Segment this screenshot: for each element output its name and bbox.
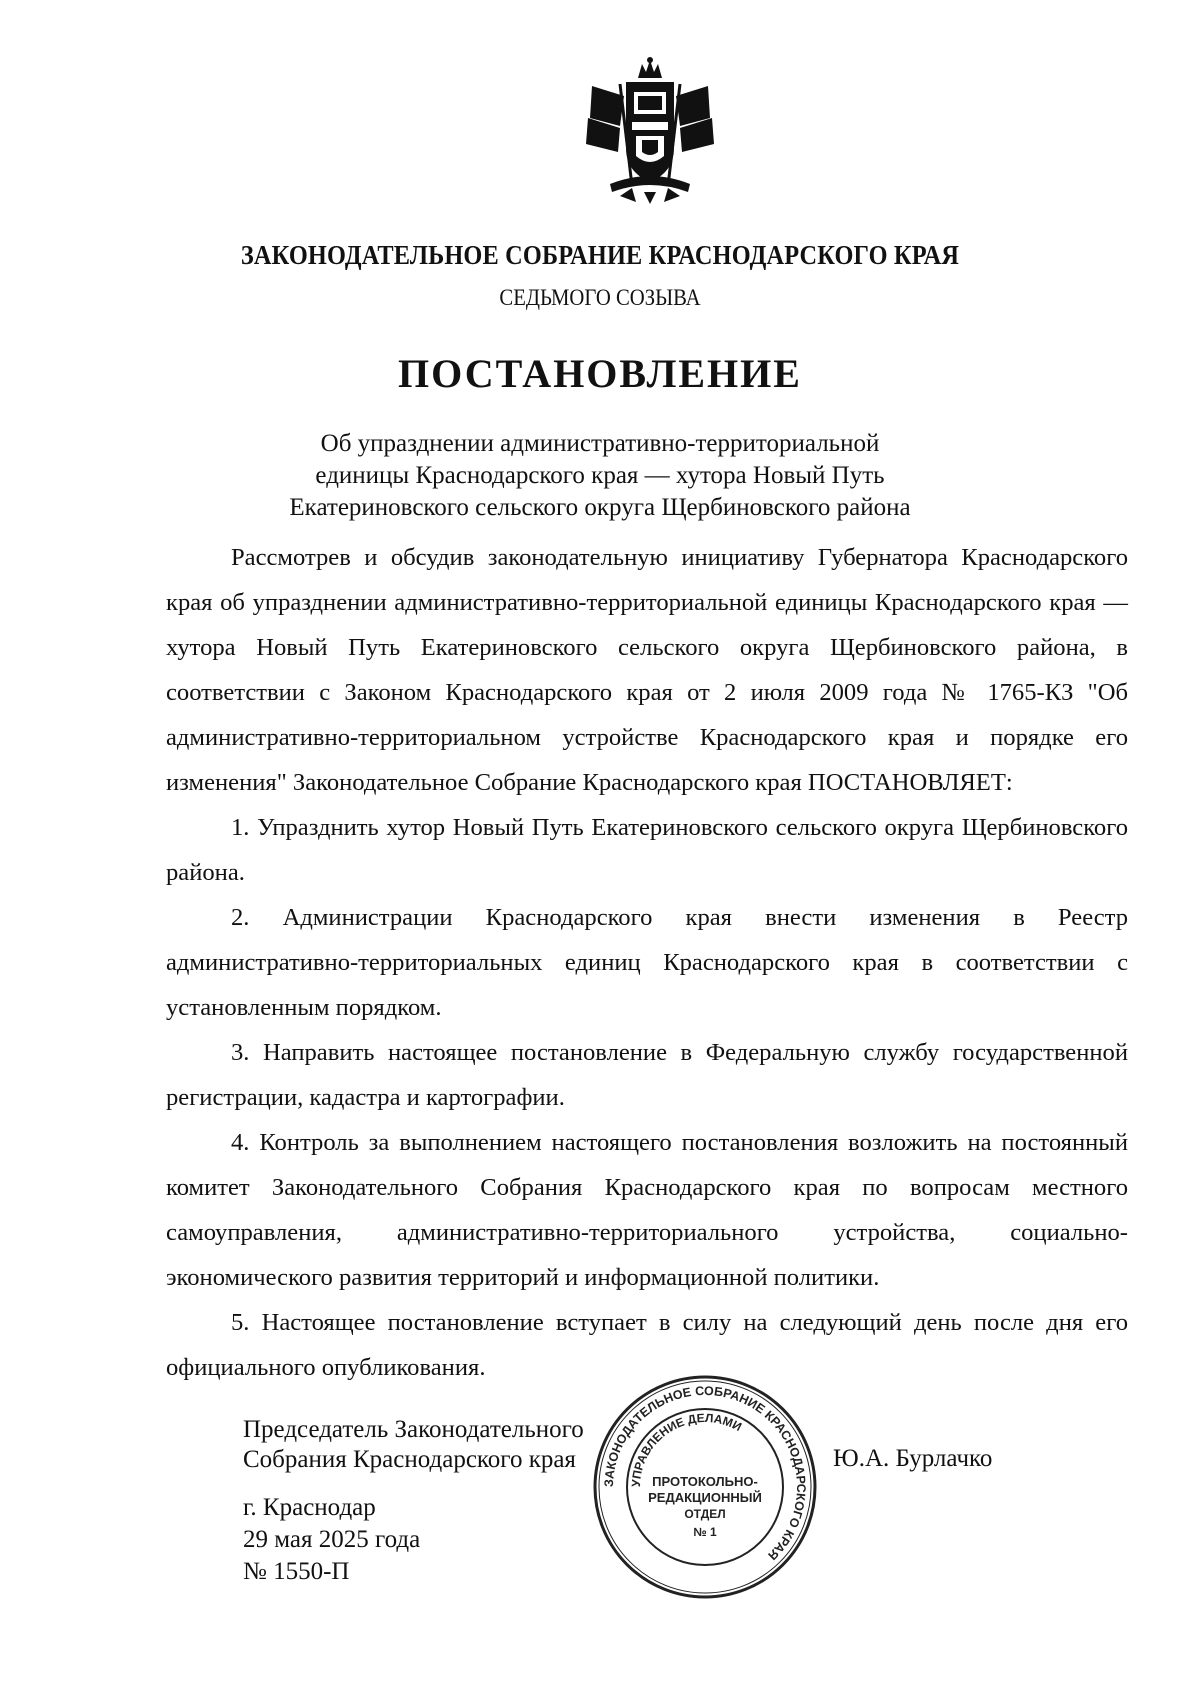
signatory-position — [243, 1415, 584, 1475]
document-body — [166, 535, 1128, 1390]
document-number: № 1550-П — [243, 1558, 350, 1585]
resolution-item: 4. Контроль за выполнением настоящего постановления возложить на постоянный комитет Законодательного Собрания Краснодарского края по вопросам местного самоуправления, административно-территориального устройства, социально-экономического развития территорий и информационной политики. — [166, 1129, 1128, 1291]
stamp-ring-text: ЗАКОНОДАТЕЛЬНОЕ СОБРАНИЕ КРАСНОДАРСКОГО КРАЯ — [601, 1383, 809, 1563]
subject-line: единицы Краснодарского края — хутора Новый Путь — [315, 462, 885, 489]
signatory-name: Ю.А. Бурлачко — [833, 1445, 993, 1472]
subject-line: Екатериновского сельского округа Щербиновского района — [289, 494, 911, 521]
resolution-item: 1. Упразднить хутор Новый Путь Екатериновского сельского округа Щербиновского района. — [166, 814, 1128, 886]
document-type-title: ПОСТАНОВЛЕНИЕ — [398, 351, 802, 396]
organization-name: ЗАКОНОДАТЕЛЬНОЕ СОБРАНИЕ КРАСНОДАРСКОГО КРАЯ — [240, 240, 960, 270]
date: 29 мая 2025 года — [243, 1526, 421, 1553]
document-subject — [0, 428, 1200, 524]
position-line: Собрания Краснодарского края — [243, 1446, 576, 1473]
city: г. Краснодар — [243, 1494, 376, 1521]
convocation-label: СЕДЬМОГО СОЗЫВА — [499, 285, 701, 310]
stamp-center-line: РЕДАКЦИОННЫЙ — [648, 1490, 762, 1505]
resolution-item: 3. Направить настоящее постановление в Федеральную службу государственной регистрации, кадастра и картографии. — [166, 1039, 1128, 1111]
stamp-center-line: № 1 — [693, 1525, 717, 1539]
stamp-arc-text: УПРАВЛЕНИЕ ДЕЛАМИ — [628, 1410, 744, 1488]
place-date-block — [243, 1492, 420, 1588]
preamble-paragraph: Рассмотрев и обсудив законодательную инициативу Губернатора Краснодарского края об упразднении административно-территориальной единицы Краснодарского края — хутора Новый Путь Екатериновского сельского округа Щербиновского района, в соответствии с Законом Краснодарского края от 2 июля 2009 года № 1765-КЗ "Об административно-территориальном устройстве Краснодарского края и порядке его изменения" Законодательное Собрание Краснодарского края ПОСТАНОВЛЯЕТ: — [166, 544, 1128, 796]
resolution-item: 5. Настоящее постановление вступает в силу на следующий день после дня его официального опубликования. — [166, 1309, 1128, 1381]
coat-of-arms-icon — [580, 56, 720, 206]
stamp-center-line: ПРОТОКОЛЬНО- — [652, 1474, 758, 1489]
position-line: Председатель Законодательного — [243, 1416, 584, 1443]
stamp-center-line: ОТДЕЛ — [684, 1507, 726, 1521]
official-stamp — [590, 1372, 820, 1602]
subject-line: Об упразднении административно-территориальной — [320, 430, 880, 457]
resolution-item: 2. Администрации Краснодарского края внести изменения в Реестр административно-территориальных единиц Краснодарского края в соответствии с установленным порядком. — [166, 904, 1128, 1021]
